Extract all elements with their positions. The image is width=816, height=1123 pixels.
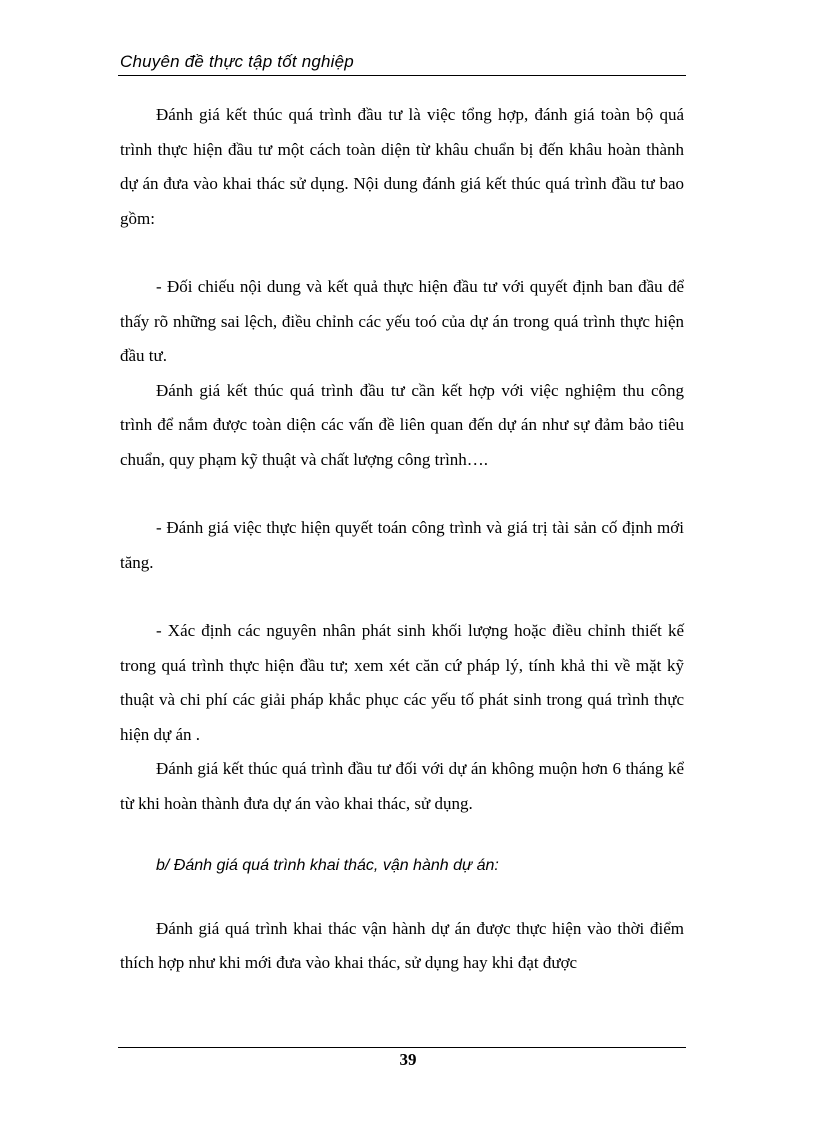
document-body — [120, 98, 684, 981]
header-title: Chuyên đề thực tập tốt nghiệp — [120, 52, 354, 71]
paragraph-settlement: - Đánh giá việc thực hiện quyết toán công trình và giá trị tài sản cố định mới tăng. — [120, 518, 684, 572]
paragraph-deadline: Đánh giá kết thúc quá trình đầu tư đối với dự án không muộn hơn 6 tháng kể từ khi hoàn thành đưa dự án vào khai thác, sử dụng. — [120, 759, 684, 813]
footer-divider — [118, 1047, 686, 1048]
paragraph-causes: - Xác định các nguyên nhân phát sinh khối lượng hoặc điều chỉnh thiết kế trong quá trình thực hiện đầu tư; xem xét căn cứ pháp lý, tính khả thi về mặt kỹ thuật và chi phí các giải pháp khắc phục các yếu tố phát sinh trong quá trình thực hiện dự án . — [120, 621, 684, 744]
paragraph-acceptance: Đánh giá kết thúc quá trình đầu tư cần kết hợp với việc nghiệm thu công trình để nắm được toàn diện các vấn đề liên quan đến dự án như sự đảm bảo tiêu chuẩn, quy phạm kỹ thuật và chất lượng công trình…. — [120, 380, 684, 469]
paragraph-operation: Đánh giá quá trình khai thác vận hành dự án được thực hiện vào thời điểm thích hợp như khi mới đưa vào khai thác, sử dụng hay khi đạt được — [120, 918, 684, 972]
section-subheading: b/ Đánh giá quá trình khai thác, vận hành dự án: — [156, 857, 499, 874]
page-number: 39 — [399, 1050, 417, 1069]
paragraph-intro: Đánh giá kết thúc quá trình đầu tư là việc tổng hợp, đánh giá toàn bộ quá trình thực hiện đầu tư một cách toàn diện từ khâu chuẩn bị đến khâu hoàn thành dự án đưa vào khai thác sử dụng. Nội dung đánh giá kết thúc quá trình đầu tư bao gồm: — [120, 105, 684, 228]
paragraph-compare-content: - Đối chiếu nội dung và kết quả thực hiện đầu tư với quyết định ban đầu để thấy rõ những sai lệch, điều chỉnh các yếu toó của dự án trong quá trình thực hiện đầu tư. — [120, 277, 684, 365]
header-divider — [118, 75, 686, 76]
